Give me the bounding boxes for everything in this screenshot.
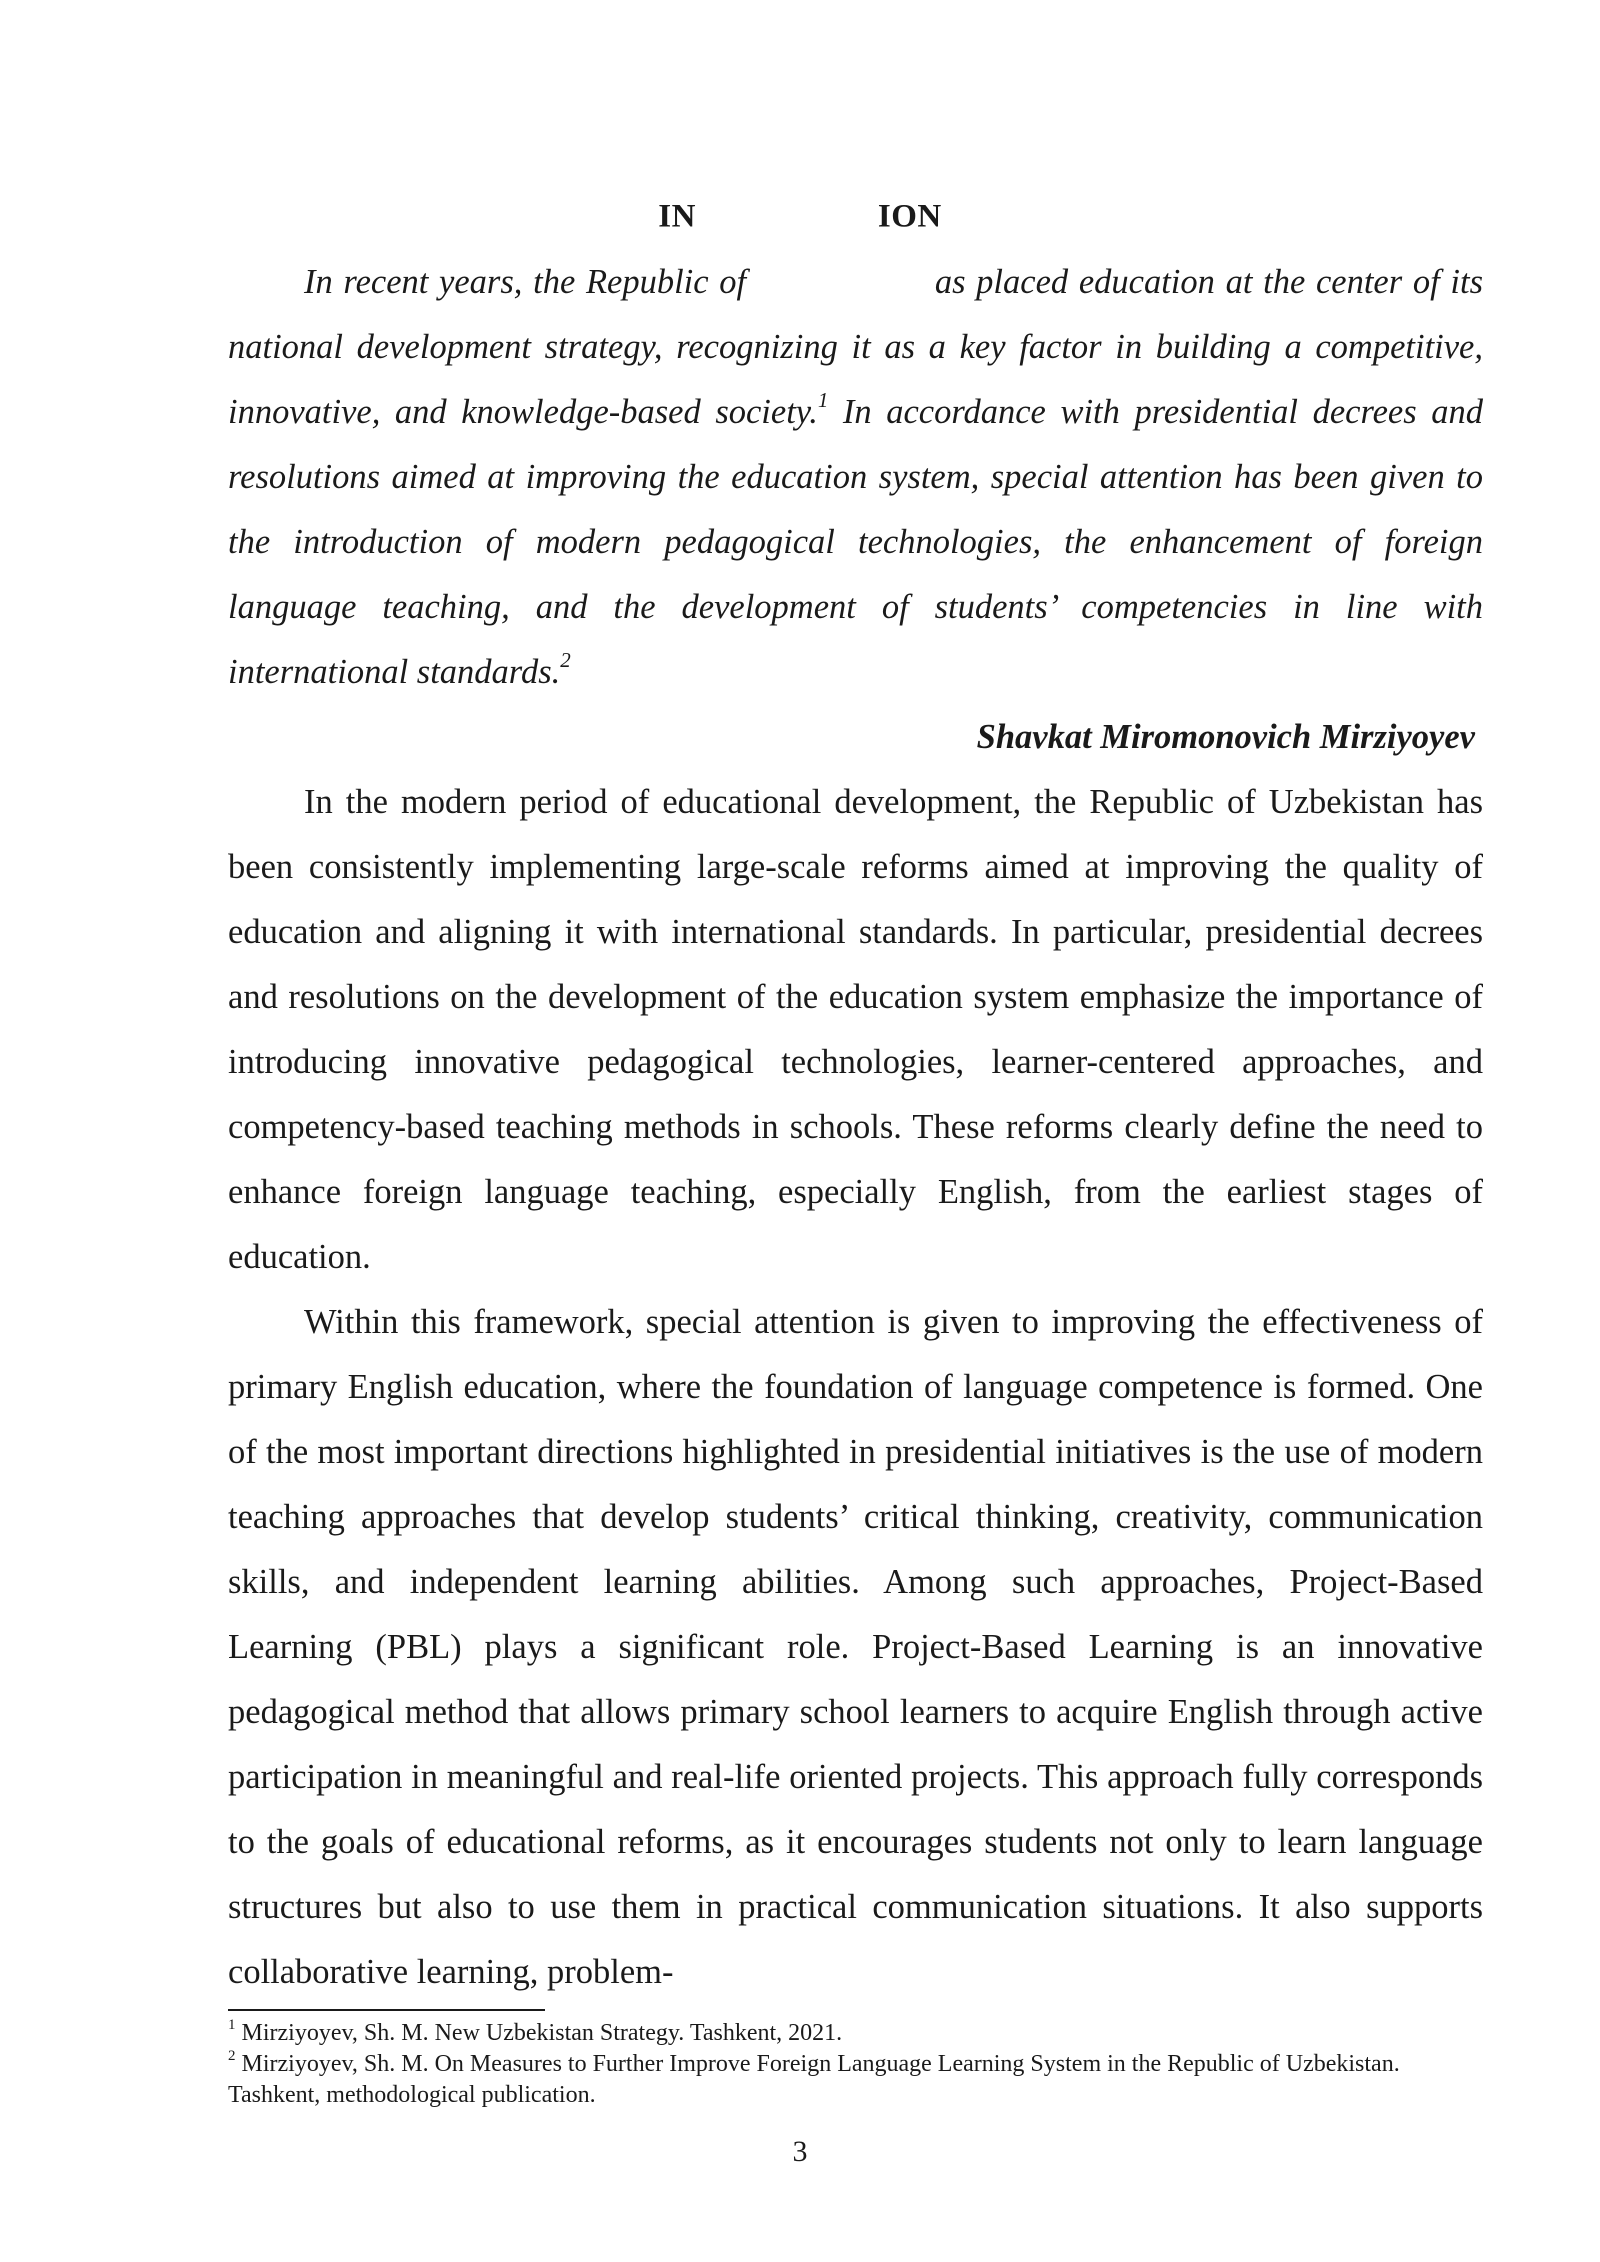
footnote-1 bbox=[228, 2018, 1483, 2049]
epigraph-occlusion bbox=[757, 260, 935, 310]
heading-visible-right: ION bbox=[877, 198, 942, 235]
epigraph-text-part2: as placed education at the center of its national development strategy, recognizing it as a key factor in building a competitive, innovative, and knowledge-based society. bbox=[228, 263, 1483, 431]
footnote-2 bbox=[228, 2049, 1483, 2111]
footnote-separator bbox=[228, 2009, 545, 2011]
footnotes bbox=[228, 2018, 1483, 2111]
footnote-ref-1[interactable]: 1 bbox=[817, 388, 829, 412]
epigraph-text-part3: In accordance with presidential decrees and resolutions aimed at improving the education system, special attention has been given to the introduction of modern pedagogical technologies, the enhancement of foreign language teaching, and the development of students’ competencies in line with international standards. bbox=[228, 393, 1483, 691]
body-paragraph-2: Within this framework, special attention is given to improving the effectiveness of primary English education, where the foundation of language competence is formed. One of the most important directions highlighted in presidential initiatives is the use of modern teaching approaches that develop students’ critical thinking, creativity, communication skills, and independent learning abilities. Among such approaches, Project-Based Learning (PBL) plays a significant role. Project-Based Learning is an innovative pedagogical method that allows primary school learners to acquire English through active participation in meaningful and real-life oriented projects. This approach fully corresponds to the goals of educational reforms, as it encourages students not only to learn language structures but also to use them in practical communication situations. It also supports collaborative learning, problem- bbox=[228, 1303, 1483, 1991]
footnote-number-1: 1 bbox=[228, 2017, 236, 2033]
body-paragraph-1: In the modern period of educational development, the Republic of Uzbekistan has been consistently implementing large-scale reforms aimed at improving the quality of education and aligning it with international standards. In particular, presidential decrees and resolutions on the development of the education system emphasize the importance of introducing innovative pedagogical technologies, learner-centered approaches, and competency-based teaching methods in schools. These reforms clearly define the need to enhance foreign language teaching, especially English, from the earliest stages of education. bbox=[228, 783, 1483, 1276]
epigraph-attribution: Shavkat Miromonovich Mirziyoyev bbox=[976, 718, 1475, 756]
epigraph-quote bbox=[228, 250, 1483, 705]
page-number: 3 bbox=[792, 2135, 808, 2168]
footnote-text-1: Mirziyoyev, Sh. M. New Uzbekistan Strategy. Tashkent, 2021. bbox=[241, 2020, 843, 2046]
footnote-ref-2[interactable]: 2 bbox=[560, 648, 571, 672]
heading-visible-left: IN bbox=[658, 198, 696, 235]
footnote-number-2: 2 bbox=[228, 2048, 236, 2064]
footnote-text-2: Mirziyoyev, Sh. M. On Measures to Further Improve Foreign Language Learning System in the Republic of Uzbekistan. Tashkent, methodological publication. bbox=[228, 2051, 1400, 2108]
section-heading bbox=[0, 196, 1600, 242]
body-text bbox=[228, 250, 1483, 2005]
epigraph-text-part1: In recent years, the Republic of bbox=[304, 263, 757, 301]
heading-occlusion bbox=[696, 196, 878, 242]
